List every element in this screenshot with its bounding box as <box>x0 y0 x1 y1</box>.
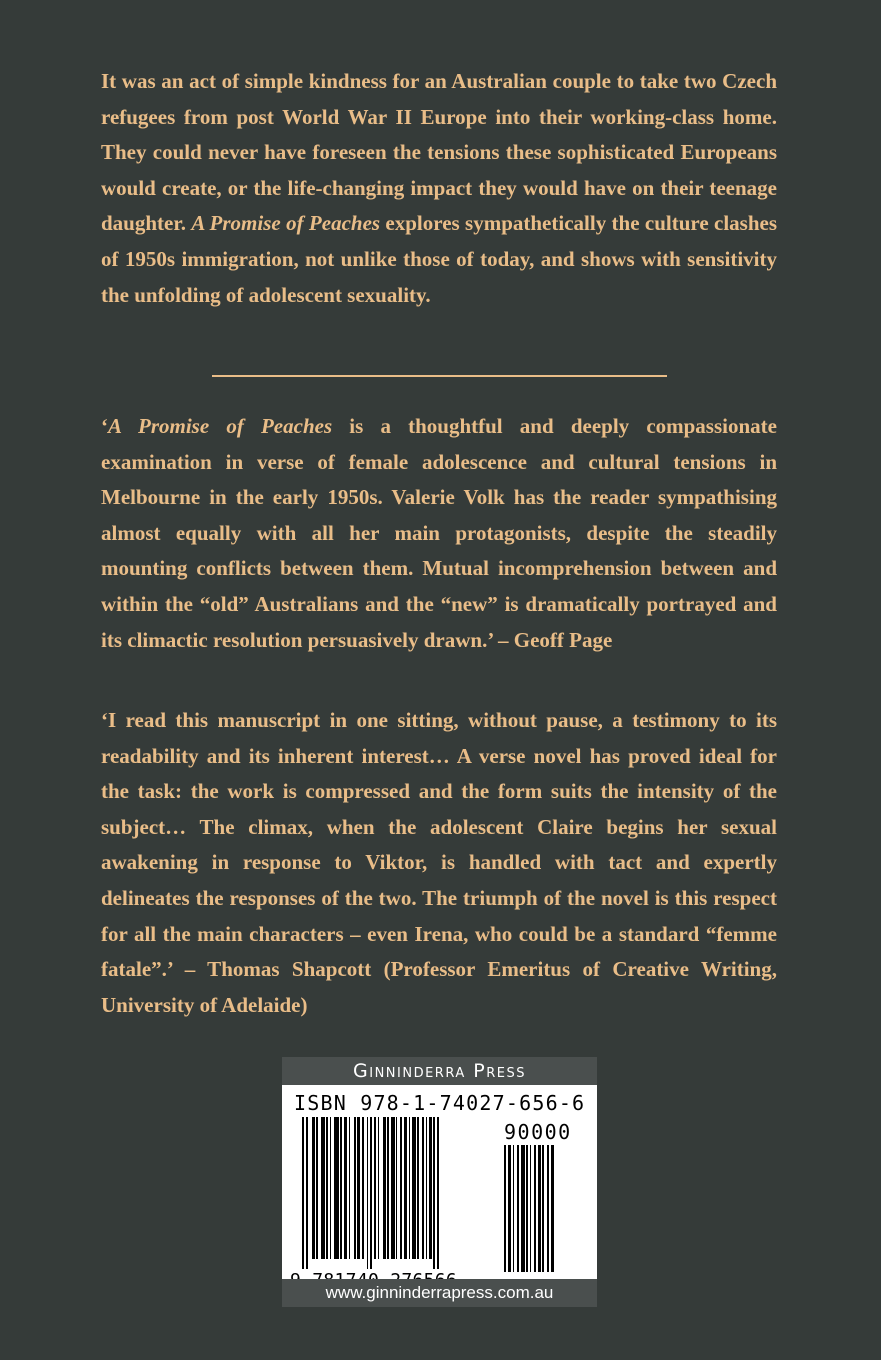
barcode-bar <box>326 1117 328 1259</box>
barcode-bar <box>417 1117 419 1259</box>
barcode-bar <box>426 1117 427 1259</box>
review-text: is a thoughtful and deeply compassionate examination in verse of female adolescence and cultural tensions in Melbourne in the early 1950s. Valerie Volk has the reader sympathising almost equally with all her main protagonists, despite the steadily mounting conflicts between them. Mutual incomprehension between and within the “old” Australians and the “new” is dramatically portrayed and its climactic resolution persuasively drawn.’ – Geoff Page <box>101 414 777 652</box>
barcode-bar <box>302 1117 304 1269</box>
barcode-bar <box>517 1145 519 1272</box>
barcode-bar <box>362 1117 364 1259</box>
barcode-bar <box>513 1145 514 1272</box>
price-code: 90000 <box>504 1120 572 1144</box>
barcode-bar <box>306 1117 308 1269</box>
barcode-bar <box>374 1117 376 1259</box>
barcode-bar <box>404 1117 407 1259</box>
barcode-bar <box>312 1117 315 1259</box>
publisher-name: Ginninderra Press <box>282 1057 597 1085</box>
barcode-bar <box>521 1145 525 1272</box>
addon-barcode <box>504 1145 579 1272</box>
barcode-bar <box>437 1117 439 1269</box>
barcode-bar <box>542 1145 544 1272</box>
barcode-bar <box>508 1145 511 1272</box>
review-thomas-shapcott <box>101 703 777 1023</box>
barcode-bar <box>547 1145 549 1272</box>
synopsis-text-end: explores sympathetically the culture clashes of 1950s immigration, not unlike those of today, and shows with sensitivity the unfolding of adolescent sexuality. <box>101 211 778 307</box>
barcode-bar <box>357 1117 360 1259</box>
barcode-bar <box>538 1145 541 1272</box>
review-text: ‘I read this manuscript in one sitting, without pause, a testimony to its readability and its inherent interest… A verse novel has proved ideal for the task: the work is compressed and the form suits the intensity of the subject… The climax, when the adolescent Claire begins her sexual awakening in response to Viktor, is handled with tact and expertly delineates the responses of the two. The triumph of the novel is this respect for all the main characters – even Irena, who could be a standard “femme fatale”.’ – Thomas Shapcott (Professor Emeritus of Creative Writing, University of Adelaide) <box>101 708 777 1017</box>
barcode-bar <box>530 1145 531 1272</box>
barcode-bar <box>378 1117 379 1259</box>
barcode-bar <box>316 1117 318 1259</box>
barcode-bar <box>383 1117 386 1259</box>
barcode-bar <box>400 1117 402 1259</box>
barcode-bar <box>330 1117 331 1259</box>
barcode-bar <box>429 1117 432 1259</box>
barcode-bar <box>526 1145 528 1272</box>
barcode-bar <box>387 1117 389 1259</box>
section-divider <box>212 375 667 377</box>
ean-barcode <box>302 1117 494 1272</box>
barcode-bar <box>396 1117 397 1259</box>
barcode-bar <box>391 1117 395 1259</box>
barcode-bar <box>344 1117 347 1259</box>
review-geoff-page <box>101 409 777 658</box>
synopsis-paragraph <box>101 64 777 313</box>
barcode-bar <box>334 1117 339 1259</box>
isbn-barcode-label <box>282 1057 597 1307</box>
barcode-bar <box>412 1117 416 1259</box>
barcode-bar <box>409 1117 410 1259</box>
barcode-bar <box>340 1117 342 1259</box>
barcode-bar <box>551 1145 554 1272</box>
barcode-bar <box>321 1117 325 1259</box>
barcode-bar <box>534 1145 536 1272</box>
isbn-number: ISBN 978-1-74027-656-6 <box>294 1091 586 1115</box>
barcode-bar <box>370 1117 372 1269</box>
barcode-bar <box>349 1117 350 1259</box>
barcode-bar <box>422 1117 424 1259</box>
barcode-bar <box>354 1117 356 1259</box>
barcode-bar <box>367 1117 368 1269</box>
synopsis-book-title: A Promise of Peaches <box>191 211 381 236</box>
barcode-bar <box>504 1145 506 1272</box>
publisher-website: www.ginninderrapress.com.au <box>282 1279 597 1307</box>
synopsis-text-start: It was an act of simple kindness for an Australian couple to take two Czech refugees from post World War II Europe into their working-class home. They could never have foreseen the tensions these sophisticated Europeans would create, or the life-changing impact they would have on their teenage daughter. <box>101 69 777 236</box>
barcode-bar <box>433 1117 435 1269</box>
review-book-title: A Promise of Peaches <box>108 414 333 438</box>
review-open-quote: ‘ <box>101 414 108 438</box>
